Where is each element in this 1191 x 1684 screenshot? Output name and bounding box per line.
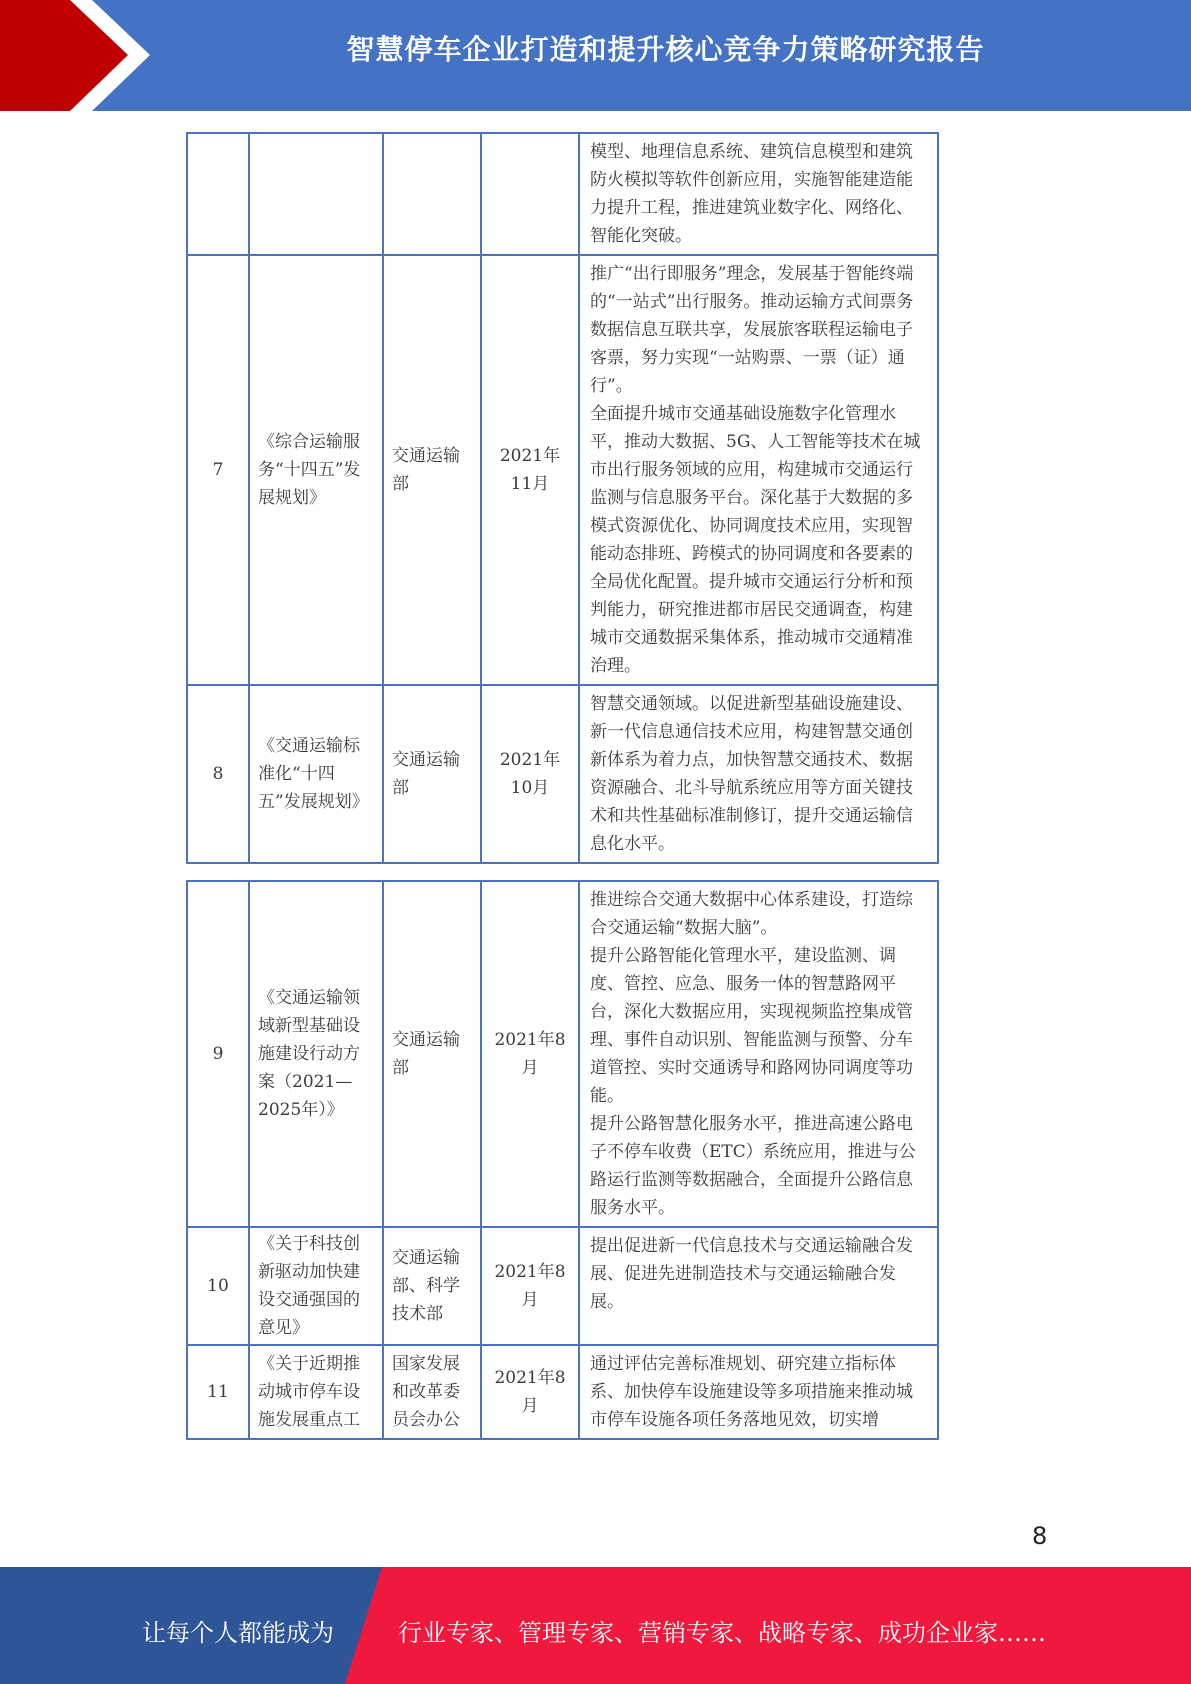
row-number: 10 (187, 1227, 249, 1345)
footer-slogan-left: 让每个人都能成为 (142, 1619, 334, 1647)
row-number (187, 133, 249, 255)
issuing-department: 国家发展和改革委员会办公 (383, 1345, 481, 1439)
policy-table-part-2 (186, 880, 939, 1440)
policy-name: 《交通运输标准化“十四五”发展规划》 (249, 685, 383, 863)
issuing-department: 交通运输部 (383, 685, 481, 863)
row-number: 8 (187, 685, 249, 863)
row-number: 7 (187, 255, 249, 685)
policy-name: 《交通运输领域新型基础设施建设行动方案（2021—2025年）》 (249, 881, 383, 1227)
table-row (187, 1227, 938, 1345)
row-number: 11 (187, 1345, 249, 1439)
page-header (0, 0, 1191, 111)
policy-name: 《综合运输服务“十四五”发展规划》 (249, 255, 383, 685)
policy-content: 智慧交通领域。以促进新型基础设施建设、新一代信息通信技术应用，构建智慧交通创新体系为着力点，加快智慧交通技术、数据资源融合、北斗导航系统应用等方面关键技术和共性基础标准制修订，提升交通运输信息化水平。 (579, 685, 938, 863)
table-row (187, 255, 938, 685)
policy-table-part-1 (186, 132, 939, 864)
page-footer (0, 1567, 1191, 1684)
issuing-department: 交通运输部 (383, 255, 481, 685)
page-number: 8 (1032, 1522, 1048, 1550)
table-row (187, 685, 938, 863)
issuing-department: 交通运输部、科学技术部 (383, 1227, 481, 1345)
report-title: 智慧停车企业打造和提升核心竞争力策略研究报告 (346, 33, 985, 66)
row-number: 9 (187, 881, 249, 1227)
policy-content: 通过评估完善标准规划、研究建立指标体系、加快停车设施建设等多项措施来推动城市停车设施各项任务落地见效，切实增 (579, 1345, 938, 1439)
policy-name: 《关于近期推动城市停车设施发展重点工 (249, 1345, 383, 1439)
issue-date: 2021年8月 (481, 881, 579, 1227)
issue-date (481, 133, 579, 255)
issue-date: 2021年8月 (481, 1345, 579, 1439)
issue-date: 2021年10月 (481, 685, 579, 863)
footer-slogan-right: 行业专家、管理专家、营销专家、战略专家、成功企业家…… (398, 1619, 1046, 1647)
table-row (187, 1345, 938, 1439)
issue-date: 2021年8月 (481, 1227, 579, 1345)
issuing-department (383, 133, 481, 255)
policy-name: 《关于科技创新驱动加快建设交通强国的意见》 (249, 1227, 383, 1345)
issuing-department: 交通运输部 (383, 881, 481, 1227)
table-row (187, 881, 938, 1227)
table-row (187, 133, 938, 255)
policy-name (249, 133, 383, 255)
policy-content: 模型、地理信息系统、建筑信息模型和建筑防火模拟等软件创新应用，实施智能建造能力提升工程，推进建筑业数字化、网络化、智能化突破。 (579, 133, 938, 255)
policy-content: 推进综合交通大数据中心体系建设，打造综合交通运输“数据大脑”。 提升公路智能化管理水平，建设监测、调度、管控、应急、服务一体的智慧路网平台，深化大数据应用，实现视频监控集成管理、事件自动识别、智能监测与预警、分车道管控、实时交通诱导和路网协同调度等功能。 提升公路智慧化服务水平，推进高速公路电子不停车收费（ETC）系统应用，推进与公路运行监测等数据融合，全面提升公路信息服务水平。 (579, 881, 938, 1227)
issue-date: 2021年11月 (481, 255, 579, 685)
policy-content: 推广“出行即服务”理念，发展基于智能终端的“一站式”出行服务。推动运输方式间票务数据信息互联共享，发展旅客联程运输电子客票，努力实现“一站购票、一票（证）通行”。 全面提升城市交通基础设施数字化管理水平，推动大数据、5G、人工智能等技术在城市出行服务领域的应用，构建城市交通运行监测与信息服务平台。深化基于大数据的多模式资源优化、协同调度技术应用，实现智能动态排班、跨模式的协同调度和各要素的全局优化配置。提升城市交通运行分析和预判能力，研究推进都市居民交通调查，构建城市交通数据采集体系，推动城市交通精准治理。 (579, 255, 938, 685)
policy-content: 提出促进新一代信息技术与交通运输融合发展、促进先进制造技术与交通运输融合发展。 (579, 1227, 938, 1345)
